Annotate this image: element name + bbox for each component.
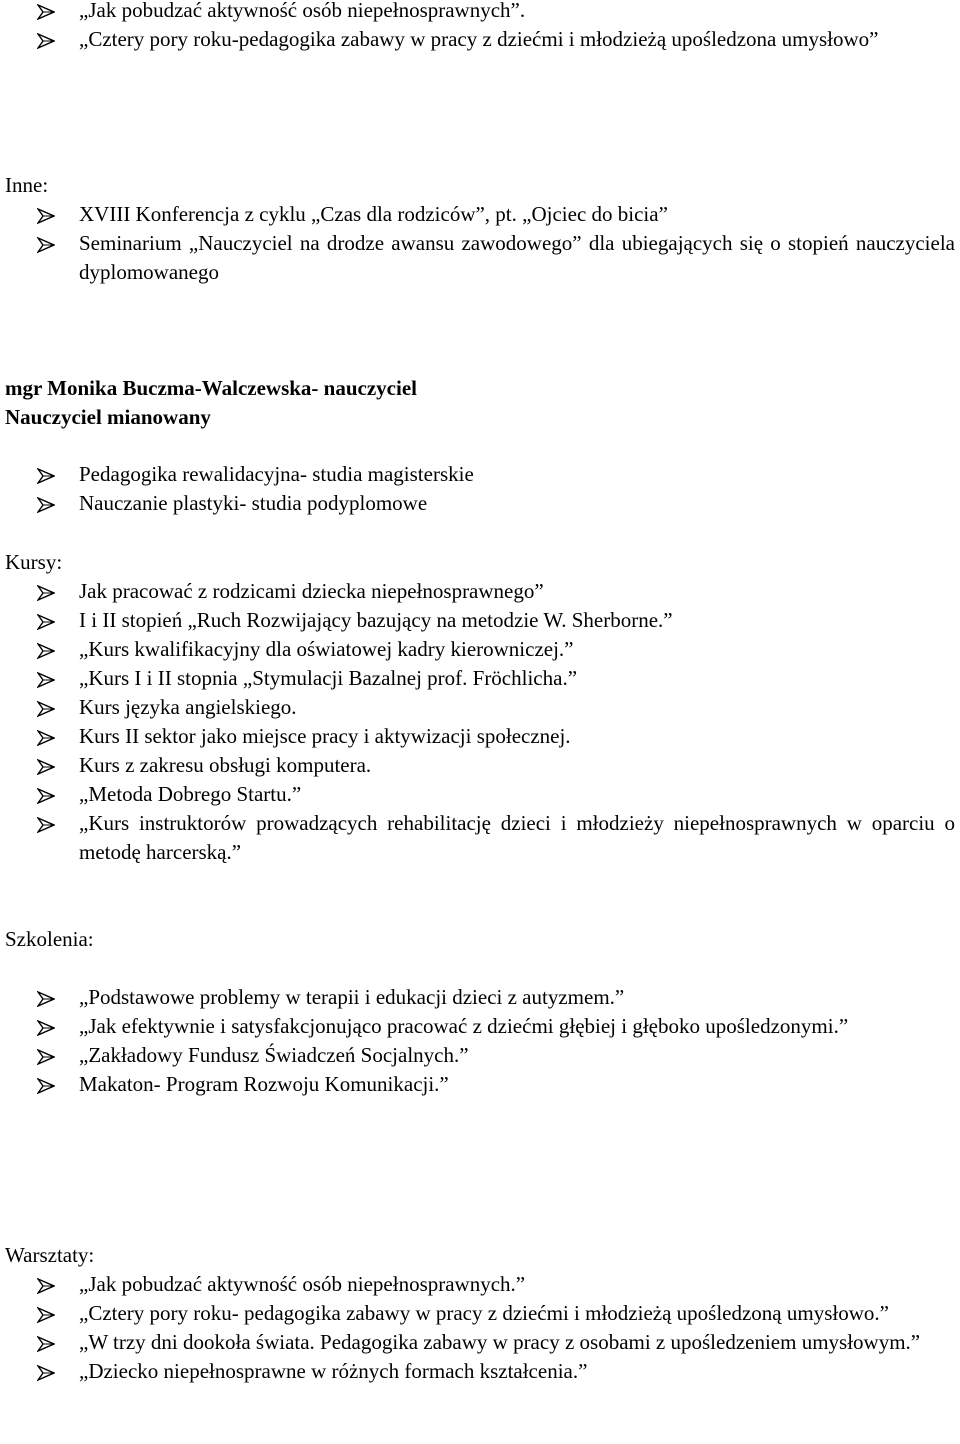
- list-item: „Podstawowe problemy w terapii i edukacji dzieci z autyzmem.”: [0, 983, 960, 1012]
- list-item: „Dziecko niepełnosprawne w różnych formach kształcenia.”: [0, 1357, 960, 1386]
- arrowhead-icon: [37, 730, 55, 746]
- arrowhead-icon: [37, 991, 55, 1007]
- arrowhead-icon: [37, 208, 55, 224]
- arrowhead-icon: [37, 237, 55, 253]
- list-item: „Cztery pory roku-pedagogika zabawy w pracy z dziećmi i młodzieżą upośledzona umysłowo”: [0, 25, 960, 54]
- arrowhead-icon: [37, 614, 55, 630]
- arrowhead-icon: [37, 33, 55, 49]
- list-item: „Kurs I i II stopnia „Stymulacji Bazalnej prof. Fröchlicha.”: [0, 664, 960, 693]
- list-item: „W trzy dni dookoła świata. Pedagogika zabawy w pracy z osobami z upośledzeniem umysłowym.”: [0, 1328, 960, 1357]
- list-item: Kurs z zakresu obsługi komputera.: [0, 751, 960, 780]
- arrowhead-icon: [37, 1049, 55, 1065]
- list-item: I i II stopień „Ruch Rozwijający bazujący na metodzie W. Sherborne.”: [0, 606, 960, 635]
- arrowhead-icon: [37, 817, 55, 833]
- arrowhead-icon: [37, 672, 55, 688]
- list-item: „Kurs kwalifikacyjny dla oświatowej kadry kierowniczej.”: [0, 635, 960, 664]
- list-item: Kurs II sektor jako miejsce pracy i aktywizacji społecznej.: [0, 722, 960, 751]
- list-item: „Jak pobudzać aktywność osób niepełnosprawnych.”: [0, 1270, 960, 1299]
- kursy-heading: Kursy:: [5, 550, 63, 574]
- arrowhead-icon: [37, 1365, 55, 1381]
- arrowhead-icon: [37, 788, 55, 804]
- arrowhead-icon: [37, 1020, 55, 1036]
- szkolenia-heading: Szkolenia:: [5, 927, 94, 951]
- arrowhead-icon: [37, 497, 55, 513]
- arrowhead-icon: [37, 468, 55, 484]
- list-item: Pedagogika rewalidacyjna- studia magisterskie: [0, 460, 960, 489]
- szkolenia-list: [0, 983, 960, 1099]
- kursy-list: [0, 577, 960, 867]
- list-item: Seminarium „Nauczyciel na drodze awansu zawodowego” dla ubiegających się o stopień nauczyciela dyplomowanego: [0, 229, 960, 287]
- arrowhead-icon: [37, 1078, 55, 1094]
- inne-list: [0, 200, 960, 287]
- top-list: [0, 0, 960, 54]
- person-name: mgr Monika Buczma-Walczewska- nauczyciel: [5, 376, 417, 400]
- arrowhead-icon: [37, 4, 55, 20]
- list-item: Nauczanie plastyki- studia podyplomowe: [0, 489, 960, 518]
- arrowhead-icon: [37, 585, 55, 601]
- arrowhead-icon: [37, 1307, 55, 1323]
- warsztaty-heading: Warsztaty:: [5, 1243, 95, 1267]
- list-item: „Cztery pory roku- pedagogika zabawy w pracy z dziećmi i młodzieżą upośledzoną umysłowo.”: [0, 1299, 960, 1328]
- education-list: [0, 460, 960, 518]
- inne-heading: Inne:: [5, 173, 49, 197]
- arrowhead-icon: [37, 643, 55, 659]
- warsztaty-list: [0, 1270, 960, 1386]
- arrowhead-icon: [37, 1278, 55, 1294]
- arrowhead-icon: [37, 759, 55, 775]
- list-item: Kurs języka angielskiego.: [0, 693, 960, 722]
- list-item: „Zakładowy Fundusz Świadczeń Socjalnych.”: [0, 1041, 960, 1070]
- list-item: „Kurs instruktorów prowadzących rehabilitację dzieci i młodzieży niepełnosprawnych w oparciu o metodę harcerską.”: [0, 809, 960, 867]
- list-item: XVIII Konferencja z cyklu „Czas dla rodziców”, pt. „Ojciec do bicia”: [0, 200, 960, 229]
- arrowhead-icon: [37, 1336, 55, 1352]
- list-item: „Metoda Dobrego Startu.”: [0, 780, 960, 809]
- arrowhead-icon: [37, 701, 55, 717]
- list-item: „Jak efektywnie i satysfakcjonująco pracować z dziećmi głębiej i głęboko upośledzonymi.”: [0, 1012, 960, 1041]
- list-item: Makaton- Program Rozwoju Komunikacji.”: [0, 1070, 960, 1099]
- person-title: Nauczyciel mianowany: [5, 405, 211, 429]
- list-item: Jak pracować z rodzicami dziecka niepełnosprawnego”: [0, 577, 960, 606]
- list-item: „Jak pobudzać aktywność osób niepełnosprawnych”.: [0, 0, 960, 25]
